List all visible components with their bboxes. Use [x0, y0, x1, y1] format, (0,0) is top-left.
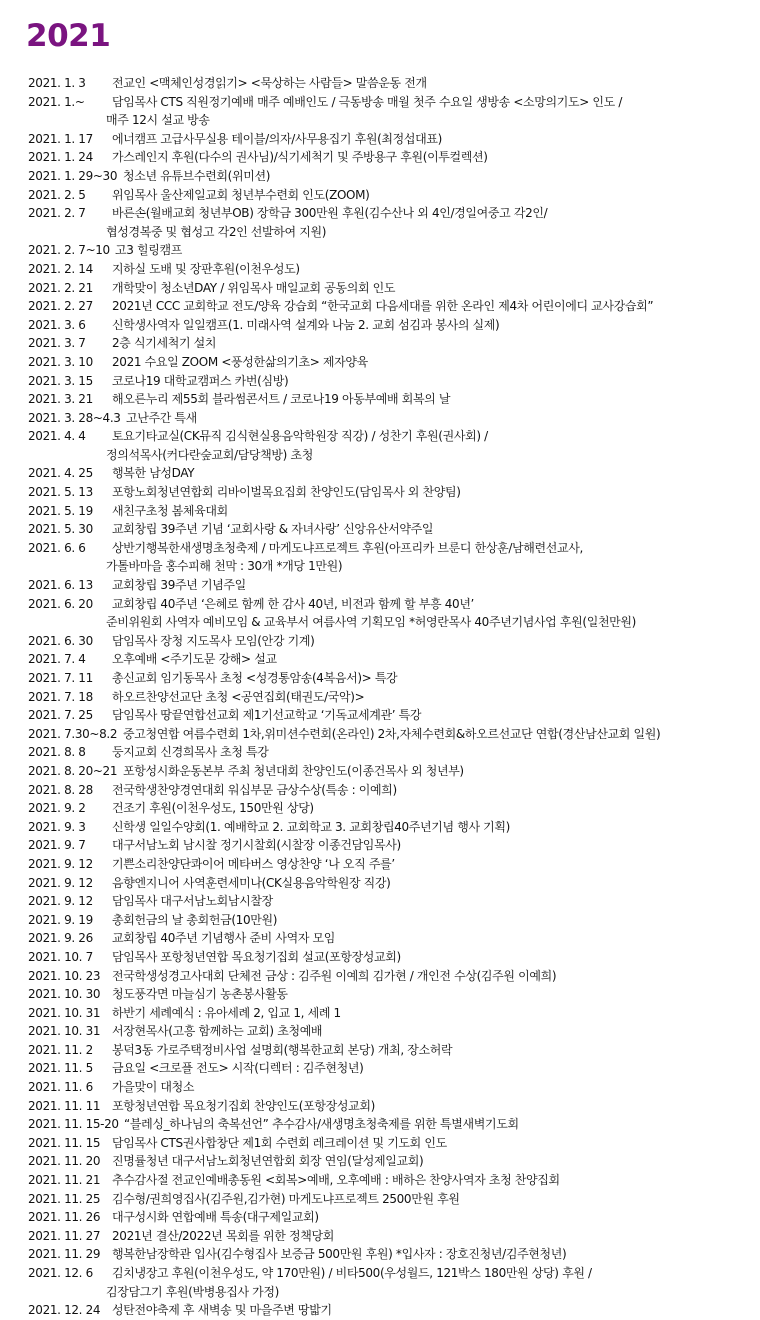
entry-date: 2021. 9. 12 [28, 856, 93, 871]
entry-date: 2021. 5. 30 [28, 522, 93, 537]
entry-text: 새친구초청 봄체육대회 [112, 503, 228, 518]
entry-date: 2021. 1.~ [28, 94, 85, 109]
entry-text: 2021 수요일 ZOOM <풍성한삶의기초> 제자양육 [112, 354, 368, 369]
entry-text-continued: 가톨바마을 홍수피해 천막 : 30개 *개당 1만원) [106, 559, 343, 574]
entry-text: 오후예배 <주기도문 강해> 설교 [112, 652, 277, 667]
entry-text: 포항청년연합 목요청기집회 찬양인도(포항장성교회) [112, 1098, 375, 1113]
timeline-entry [28, 260, 750, 279]
entry-text: 포항노회청년연합회 리바이벌목요집회 찬양인도(담임목사 외 찬양팀) [112, 485, 461, 500]
entry-text: 바른손(월배교회 청년부OB) 장학금 300만원 후원(김수산나 외 4인/경일여중고 각2인/ [112, 206, 548, 221]
entry-text: 기쁜소리찬양단콰이어 메타버스 영상찬양 ‘나 오직 주를’ [112, 856, 395, 871]
timeline-entry [28, 353, 750, 372]
entry-text: 코로나19 대학교캠퍼스 카번(심방) [112, 373, 289, 388]
entry-text: 행복한 남성DAY [112, 466, 195, 481]
entry-date: 2021. 11. 26 [28, 1210, 101, 1225]
entry-date: 2021. 1. 24 [28, 150, 93, 165]
entry-text: 2021년 CCC 교회학교 전도/양육 강습회 “한국교회 다음세대를 위한 온라인 제4차 어린이에디 교사강습회” [112, 299, 654, 314]
entry-date: 2021. 10. 31 [28, 1005, 101, 1020]
timeline-entry [28, 892, 750, 911]
timeline-entry [28, 743, 750, 762]
entry-text: 대구성시화 연합예배 특송(대구제일교회) [112, 1210, 319, 1225]
entry-text: “블레싱_하나님의 축복선언” 추수감사/새생명초청축제를 위한 특별새벽기도회 [124, 1117, 519, 1132]
timeline-entry [28, 502, 750, 521]
timeline-entry [28, 1041, 750, 1060]
entry-date: 2021. 7. 4 [28, 652, 86, 667]
entry-text: 총신교회 임기동목사 초청 <성경통암송(4복음서)> 특강 [112, 671, 398, 685]
entry-date: 2021. 11. 6 [28, 1080, 93, 1095]
entry-text: 음향엔지니어 사역훈련세미나(CK실용음악학원장 직강) [112, 875, 391, 890]
entry-date: 2021. 7. 25 [28, 708, 93, 723]
entry-text: 하반기 세례예식 : 유아세례 2, 입교 1, 세례 1 [112, 1005, 341, 1020]
entry-text: 서장현목사(고흥 함께하는 교회) 초청예배 [112, 1024, 323, 1039]
entry-text: 전교인 <맥체인성경읽기> <묵상하는 사람들> 말씀운동 전개 [112, 76, 427, 90]
entry-date: 2021. 1. 3 [28, 76, 86, 90]
entry-text: 금요일 <크로플 전도> 시작(디렉터 : 김주현청년) [112, 1061, 364, 1076]
entry-date: 2021. 8. 28 [28, 782, 93, 797]
entry-text: 에너캠프 고급사무실용 테이블/의자/사무용집기 후원(최정섭대표) [112, 131, 442, 146]
entry-date: 2021. 11. 29 [28, 1247, 101, 1262]
entry-text: 가을맞이 대청소 [112, 1080, 195, 1095]
entry-text: 담임목사 장청 지도목사 모임(안강 기계) [112, 633, 315, 648]
timeline-entry [28, 762, 750, 781]
entry-text: 신학생 일일수양회(1. 예배학교 2. 교회학교 3. 교회창립40주년기념 행사 기획) [112, 819, 510, 834]
timeline-entry [28, 409, 750, 428]
entry-text: 대구서남노회 남시찰 정기시찰회(시찰장 이종건담임목사) [112, 838, 401, 853]
entry-date: 2021. 10. 30 [28, 987, 101, 1002]
entry-date: 2021. 7. 11 [28, 671, 93, 685]
timeline-entry [28, 929, 750, 948]
entry-date: 2021. 5. 13 [28, 485, 93, 500]
entry-text: 전국학생찬양경연대회 워십부문 금상수상(특송 : 이예희) [112, 782, 397, 797]
timeline-entry [28, 855, 750, 874]
entry-text-continued: 준비위원회 사역자 예비모임 & 교육부서 여름사역 기획모임 *허영란목사 40주년기념사업 후원(일천만원) [106, 615, 636, 630]
timeline-entry [28, 725, 750, 744]
entry-date: 2021. 11. 2 [28, 1042, 93, 1057]
timeline-entry [28, 483, 750, 502]
entry-text: 봉덕3동 가로주택정비사업 설명회(행복한교회 본당) 개최, 장소허락 [112, 1042, 453, 1057]
entry-text: 성탄전야축제 후 새벽송 및 마을주변 땅밟기 [112, 1303, 332, 1318]
entry-text: 2021년 결산/2022년 목회를 위한 정책당회 [112, 1228, 334, 1243]
entry-text: 중고청연합 여름수련회 1차,위미션수련회(온라인) 2차,자체수련회&하오르선교단 연합(경산남산교회 일원) [123, 726, 661, 741]
entry-text: 김수형/권희영집사(김주원,김가현) 마게도냐프로젝트 2500만원 후원 [112, 1191, 460, 1206]
timeline-entry [28, 1171, 750, 1190]
timeline-entry [28, 1115, 750, 1134]
timeline-entry [28, 1245, 750, 1264]
timeline-entry [28, 1152, 750, 1171]
entry-text: 담임목사 대구서남노회남시찰장 [112, 894, 273, 909]
timeline-entry [28, 1097, 750, 1116]
entry-date: 2021. 11. 15 [28, 1135, 101, 1150]
entry-text-continued: 김장담그기 후원(박병용집사 가정) [106, 1284, 279, 1299]
entry-date: 2021. 11. 27 [28, 1228, 101, 1243]
entry-text: 청도풍각면 마늘심기 농촌봉사활동 [112, 987, 288, 1002]
entry-text: 포항성시화운동본부 주최 청년대회 찬양인도(이종건목사 외 청년부) [123, 763, 464, 778]
entry-text: 해오른누리 제55회 블라썸콘서트 / 코로나19 아동부예배 회복의 날 [112, 392, 451, 407]
entry-date: 2021. 2. 7~10 [28, 243, 110, 258]
timeline-entry [28, 148, 750, 167]
timeline-entry [28, 669, 750, 688]
entry-date: 2021. 11. 20 [28, 1154, 101, 1169]
entry-text: 고난주간 특새 [126, 410, 197, 425]
entry-text: 총회헌금의 날 총회헌금(10만원) [112, 912, 278, 927]
timeline-entry [28, 967, 750, 986]
entry-date: 2021. 10. 23 [28, 968, 101, 983]
timeline-entry [28, 799, 750, 818]
timeline-entry [28, 130, 750, 149]
entry-date: 2021. 9. 19 [28, 912, 93, 927]
timeline-entry [28, 632, 750, 651]
timeline-entry [28, 1059, 750, 1078]
entry-date: 2021. 2. 14 [28, 261, 93, 276]
entry-text: 전국학생성경고사대회 단체전 금상 : 김주원 이예희 김가현 / 개인전 수상(김주원 이예희) [112, 968, 557, 983]
entry-text: 진명률청년 대구서남노회청년연합회 회장 연임(달성제일교회) [112, 1154, 424, 1169]
entry-date: 2021. 10. 7 [28, 949, 93, 964]
entry-date: 2021. 11. 11 [28, 1098, 101, 1113]
timeline-entry [28, 948, 750, 967]
timeline-entry [28, 650, 750, 669]
entry-date: 2021. 11. 5 [28, 1061, 93, 1076]
entry-date: 2021. 8. 20~21 [28, 763, 118, 778]
entry-date: 2021. 2. 5 [28, 187, 86, 202]
entry-text: 담임목사 CTS 직원정기예배 매주 예배인도 / 극동방송 매월 첫주 수요일 생방송 <소망의기도> 인도 / [112, 94, 623, 109]
timeline-entry [28, 818, 750, 837]
entry-date: 2021. 9. 26 [28, 931, 93, 946]
entry-text: 청소년 유튜브수련회(위미션) [123, 168, 271, 183]
timeline-entry [28, 985, 750, 1004]
entry-text: 상반기행복한새생명초청축제 / 마게도냐프로젝트 후원(아프리카 브룬디 한상훈/남해련선교사, [112, 540, 583, 555]
entry-text: 가스레인지 후원(다수의 권사님)/식기세척기 및 주방용구 후원(이투컬렉션) [112, 150, 488, 165]
timeline-entry [28, 427, 750, 464]
timeline-entry [28, 241, 750, 260]
entry-date: 2021. 5. 19 [28, 503, 93, 518]
entry-text: 위임목사 울산제일교회 청년부수련회 인도(ZOOM) [112, 187, 370, 202]
entry-date: 2021. 3. 15 [28, 373, 93, 388]
timeline-entry [28, 186, 750, 205]
timeline-entry [28, 279, 750, 298]
entry-text: 교회창립 40주년 기념행사 준비 사역자 모임 [112, 931, 336, 946]
entry-date: 2021. 9. 2 [28, 801, 86, 816]
timeline-entry [28, 539, 750, 576]
entry-text: 교회창립 39주년 기념주일 [112, 578, 246, 593]
timeline-entry [28, 1301, 750, 1320]
entry-date: 2021. 7. 18 [28, 689, 93, 704]
entry-date: 2021. 11. 25 [28, 1191, 101, 1206]
timeline-entry [28, 706, 750, 725]
entry-text: 하오르찬양선교단 초청 <공연집회(태권도/국악)> [112, 689, 365, 704]
timeline-entry [28, 1208, 750, 1227]
timeline-entry [28, 1004, 750, 1023]
timeline-entry [28, 1264, 750, 1301]
entry-text: 토요기타교실(CK뮤직 김식현실용음악학원장 직강) / 성찬기 후원(권사회) / [112, 429, 488, 444]
timeline-entry [28, 688, 750, 707]
entry-text: 건조기 후원(이천우성도, 150만원 상당) [112, 801, 314, 816]
year-title: 2021 [26, 18, 111, 54]
entry-date: 2021. 3. 28~4.3 [28, 410, 121, 425]
entry-date: 2021. 11. 15-20 [28, 1117, 119, 1132]
entry-date: 2021. 10. 31 [28, 1024, 101, 1039]
entry-date: 2021. 3. 7 [28, 336, 86, 351]
entry-date: 2021. 4. 25 [28, 466, 93, 481]
entry-date: 2021. 12. 6 [28, 1266, 93, 1280]
entry-text: 교회창립 40주년 ‘은혜로 함께 한 감사 40년, 비전과 함께 할 부흥 40년’ [112, 596, 475, 611]
timeline-entry [28, 1078, 750, 1097]
entry-text: 지하실 도배 및 장판후원(이천우성도) [112, 261, 300, 276]
entry-text: 신학생사역자 일일캠프(1. 미래사역 설계와 나눔 2. 교회 섬김과 봉사의 실제) [112, 317, 500, 332]
timeline-entry [28, 1022, 750, 1041]
entry-date: 2021. 9. 7 [28, 838, 86, 853]
entry-date: 2021. 12. 24 [28, 1303, 101, 1318]
entry-text: 담임목사 CTS권사합창단 제1회 수련회 레크레이션 및 기도회 인도 [112, 1135, 447, 1150]
timeline-entry [28, 781, 750, 800]
entry-text: 담임목사 땅끝연합선교회 제1기선교학교 ‘기독교세계관’ 특강 [112, 708, 422, 723]
timeline-entry [28, 297, 750, 316]
entry-date: 2021. 6. 13 [28, 578, 93, 593]
timeline-entry [28, 595, 750, 632]
entry-date: 2021. 2. 27 [28, 299, 93, 314]
entry-text: 김치냉장고 후원(이천우성도, 약 170만원) / 비타500(우성월드, 121박스 180만원 상당) 후원 / [112, 1266, 592, 1280]
timeline-entry [28, 1134, 750, 1153]
entry-date: 2021. 3. 21 [28, 392, 93, 407]
entry-date: 2021. 9. 12 [28, 894, 93, 909]
entry-date: 2021. 7.30~8.2 [28, 726, 118, 741]
entry-text: 교회창립 39주년 기념 ‘교회사랑 & 자녀사랑’ 신앙유산서약주일 [112, 522, 434, 537]
entry-text: 개학맞이 청소년DAY / 위임목사 매일교회 공동의회 인도 [112, 280, 396, 295]
timeline-entry [28, 464, 750, 483]
timeline-entry [28, 1227, 750, 1246]
entry-date: 2021. 6. 30 [28, 633, 93, 648]
entry-text: 고3 힐링캠프 [115, 243, 182, 258]
timeline-entry [28, 576, 750, 595]
entry-text-continued: 매주 12시 설교 방송 [106, 113, 210, 128]
timeline-entry [28, 1190, 750, 1209]
entry-date: 2021. 1. 29~30 [28, 168, 118, 183]
entry-text: 2층 식기세척기 설치 [112, 336, 217, 351]
entry-text-continued: 정의석목사(커다란숲교회/담당책방) 초청 [106, 447, 313, 462]
timeline-entry [28, 911, 750, 930]
entry-text: 추수감사절 전교인예배총동원 <회복>예배, 오후예배 : 배하은 찬양사역자 초청 찬양집회 [112, 1173, 560, 1188]
timeline-entry [28, 74, 750, 93]
entry-date: 2021. 1. 17 [28, 131, 93, 146]
timeline-entry [28, 93, 750, 130]
entry-date: 2021. 3. 6 [28, 317, 86, 332]
timeline-entry [28, 334, 750, 353]
entry-text-continued: 협성경복중 및 협성고 각2인 선발하여 지원) [106, 224, 327, 239]
entry-date: 2021. 11. 21 [28, 1173, 101, 1188]
timeline-entry [28, 372, 750, 391]
entry-date: 2021. 3. 10 [28, 354, 93, 369]
entry-date: 2021. 6. 6 [28, 540, 86, 555]
timeline-entry [28, 390, 750, 409]
timeline-entry [28, 520, 750, 539]
entry-date: 2021. 6. 20 [28, 596, 93, 611]
entry-date: 2021. 4. 4 [28, 429, 86, 444]
timeline-entry [28, 204, 750, 241]
entry-date: 2021. 9. 3 [28, 819, 86, 834]
entry-date: 2021. 9. 12 [28, 875, 93, 890]
timeline-list [28, 74, 750, 1320]
timeline-entry [28, 316, 750, 335]
timeline-entry [28, 167, 750, 186]
timeline-entry [28, 874, 750, 893]
entry-text: 행복한남장학관 입사(김수형집사 보증금 500만원 후원) *입사자 : 장호진청년/김주현청년) [112, 1247, 567, 1262]
timeline-entry [28, 836, 750, 855]
entry-text: 담임목사 포항청년연합 목요청기집회 설교(포항장성교회) [112, 949, 401, 964]
entry-date: 2021. 2. 21 [28, 280, 93, 295]
entry-date: 2021. 8. 8 [28, 745, 86, 760]
entry-text: 둥지교회 신경희목사 초청 특강 [112, 745, 269, 760]
entry-date: 2021. 2. 7 [28, 206, 86, 221]
